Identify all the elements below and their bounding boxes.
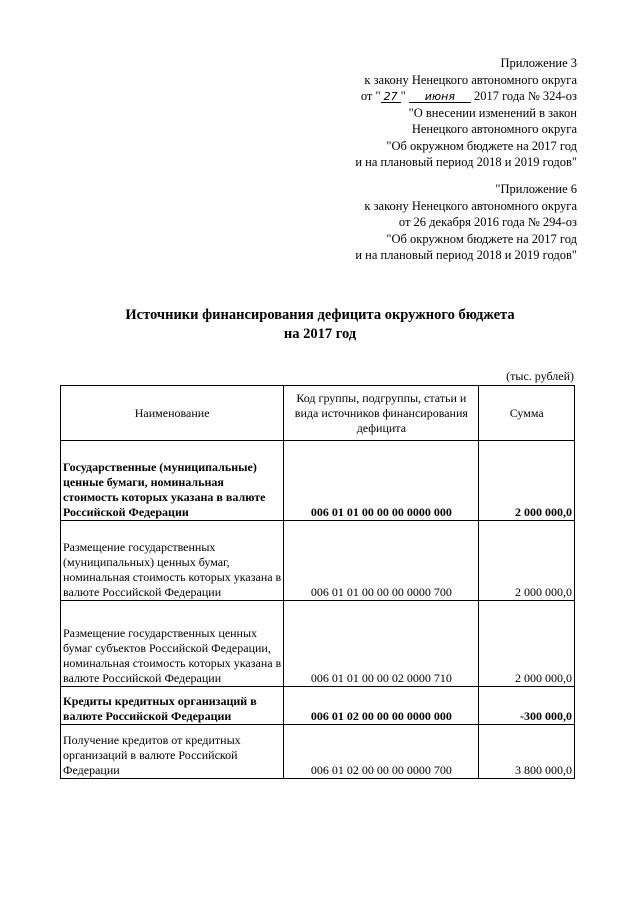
row-sum: 3 800 000,0 — [479, 725, 575, 779]
row-code: 006 01 01 00 00 02 0000 710 — [284, 601, 479, 687]
column-header-code: Код группы, подгруппы, статьи и вида источников финансирования дефицита — [284, 386, 479, 441]
amendment-title-line: "О внесении изменений в закон — [408, 105, 577, 120]
law-date-line — [355, 88, 577, 105]
row-code: 006 01 01 00 00 00 0000 000 — [284, 441, 479, 521]
date-prefix: от " — [360, 89, 381, 103]
handwritten-month: июня — [409, 91, 471, 103]
title-line-2: на 2017 год — [283, 326, 357, 342]
amendment-title-line: и на плановый период 2018 и 2019 годов" — [355, 155, 577, 169]
original-appendix-number: "Приложение 6 — [495, 182, 577, 196]
row-code: 006 01 01 00 00 00 0000 700 — [284, 521, 479, 601]
amendment-title-line: Ненецкого автономного округа — [411, 122, 577, 136]
date-quote: " — [400, 89, 406, 103]
table-row — [61, 441, 575, 521]
financing-sources-table — [60, 385, 575, 779]
appendix-number: Приложение 3 — [500, 56, 577, 70]
units-label: (тыс. рублей) — [506, 369, 574, 383]
row-sum: 2 000 000,0 — [479, 521, 575, 601]
table-row — [61, 521, 575, 601]
row-code: 006 01 02 00 00 00 0000 000 — [284, 687, 479, 725]
original-law-date: от 26 декабря 2016 года № 294-оз — [398, 215, 577, 229]
row-name: Размещение государственных (муниципальных) ценных бумаг, номинальная стоимость которых указана в валюте Российской Федерации — [61, 521, 284, 601]
column-header-sum: Сумма — [479, 386, 575, 441]
row-sum: 2 000 000,0 — [479, 601, 575, 687]
row-sum: -300 000,0 — [479, 687, 575, 725]
original-law-title: и на плановый период 2018 и 2019 годов" — [355, 248, 577, 262]
law-reference: к закону Ненецкого автономного округа — [364, 72, 577, 87]
original-law-reference: к закону Ненецкого автономного округа — [364, 198, 577, 213]
date-rest: 2017 года № 324-оз — [473, 89, 577, 103]
row-name: Размещение государственных ценных бумаг субъектов Российской Федерации, номинальная стоимость которых указана в валюте Российской Федерации — [61, 601, 284, 687]
title-line-1: Источники финансирования дефицита окружного бюджета — [125, 307, 515, 323]
table-header-row — [61, 386, 575, 441]
row-code: 006 01 02 00 00 00 0000 700 — [284, 725, 479, 779]
appendix-header — [355, 55, 577, 171]
row-name: Кредиты кредитных организаций в валюте Российской Федерации — [61, 687, 284, 725]
handwritten-day: 27 — [381, 91, 401, 103]
row-name: Получение кредитов от кредитных организаций в валюте Российской Федерации — [61, 725, 284, 779]
amendment-title-line: "Об окружном бюджете на 2017 год — [386, 138, 577, 153]
original-law-title: "Об окружном бюджете на 2017 год — [386, 231, 577, 246]
original-appendix-header — [355, 181, 577, 264]
document-title — [0, 306, 640, 344]
table-row — [61, 687, 575, 725]
column-header-name: Наименование — [61, 386, 284, 441]
table-row — [61, 601, 575, 687]
row-sum: 2 000 000,0 — [479, 441, 575, 521]
row-name: Государственные (муниципальные) ценные бумаги, номинальная стоимость которых указана в валюте Российской Федерации — [61, 441, 284, 521]
table-row — [61, 725, 575, 779]
